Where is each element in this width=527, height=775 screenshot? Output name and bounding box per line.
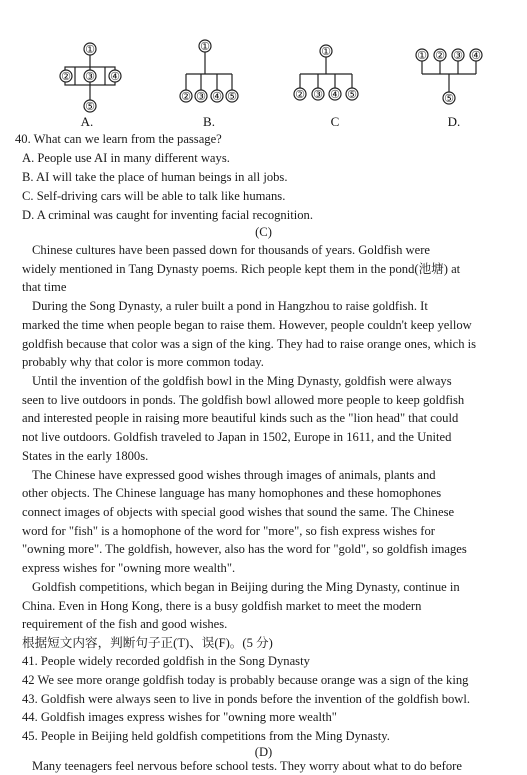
diagram-a-nodes bbox=[61, 44, 120, 113]
node-2: ② bbox=[435, 50, 445, 62]
passage-line: that time bbox=[22, 280, 67, 294]
passage-line: Until the invention of the goldfish bowl in the Ming Dynasty, goldfish were always bbox=[32, 374, 452, 388]
node-5: ⑤ bbox=[444, 93, 454, 105]
passage-line: States in the early 1800s. bbox=[22, 449, 149, 463]
question-40-option-d: D. A criminal was caught for inventing facial recognition. bbox=[22, 208, 313, 222]
passage-line: China. Even in Hong Kong, there is a busy goldfish market to meet the modern bbox=[22, 599, 422, 613]
passage-line: Chinese cultures have been passed down for thousands of years. Goldfish were bbox=[32, 243, 430, 257]
passage-line: requirement of the fish and good wishes. bbox=[22, 617, 228, 631]
node-1: ① bbox=[321, 46, 331, 58]
tree-diagrams-figure bbox=[0, 36, 527, 128]
passage-line: other objects. The Chinese language has many homophones and these homophones bbox=[22, 486, 442, 500]
passage-line: "owning more". The goldfish, however, also has the word for "gold", so goldfish images bbox=[22, 542, 467, 556]
true-false-instruction: 根据短文内容，判断句子正(T)、误(F)。(5 分) bbox=[22, 636, 273, 650]
node-3: ③ bbox=[196, 91, 206, 103]
statement-43: 43. Goldfish were always seen to live in ponds before the invention of the goldfish bowl. bbox=[22, 692, 471, 706]
node-2: ② bbox=[61, 71, 71, 83]
node-1: ① bbox=[85, 44, 95, 56]
node-5: ⑤ bbox=[347, 89, 357, 101]
passage-line: widely mentioned in Tang Dynasty poems. Rich people kept them in the pond(池塘) at bbox=[22, 262, 461, 276]
passage-line: seen to live outdoors in ponds. The goldfish bowl allowed more people to keep goldfish bbox=[22, 393, 465, 407]
node-1: ① bbox=[200, 41, 210, 53]
passage-line: goldfish because that color was a sign of the king. They had to raise orange ones, which is bbox=[22, 337, 477, 351]
node-4: ④ bbox=[212, 91, 222, 103]
question-40-option-b: B. AI will take the place of human beings in all jobs. bbox=[22, 170, 288, 184]
passage-line: and interested people in raising more beautiful kinds such as the "lion head" that could bbox=[22, 411, 459, 425]
node-5: ⑤ bbox=[227, 91, 237, 103]
passage-line: Goldfish competitions, which began in Beijing during the Ming Dynasty, continue in bbox=[32, 580, 460, 594]
question-40-option-c: C. Self-driving cars will be able to talk like humans. bbox=[22, 189, 286, 203]
node-4: ④ bbox=[471, 50, 481, 62]
passage-line: marked the time when people began to raise them. However, people couldn't keep yellow bbox=[22, 318, 472, 332]
section-c-heading: (C) bbox=[255, 225, 272, 239]
node-5: ⑤ bbox=[85, 101, 95, 113]
passage-line: The Chinese have expressed good wishes through images of animals, plants and bbox=[32, 468, 436, 482]
node-4: ④ bbox=[330, 89, 340, 101]
label-a: A. bbox=[80, 114, 94, 128]
question-40-option-a: A. People use AI in many different ways. bbox=[22, 151, 230, 165]
node-3: ③ bbox=[313, 89, 323, 101]
passage-line: probably why that color is more common today. bbox=[22, 355, 264, 369]
node-3: ③ bbox=[85, 71, 95, 83]
label-c: C bbox=[330, 114, 340, 128]
passage-line: Many teenagers feel nervous before school tests. They worry about what to do before bbox=[32, 759, 462, 773]
passage-line: During the Song Dynasty, a ruler built a pond in Hangzhou to raise goldfish. It bbox=[32, 299, 428, 313]
diagram-option-labels bbox=[81, 114, 461, 128]
passage-line: not live outdoors. Goldfish traveled to Japan in 1502, Europe in 1611, and the United bbox=[22, 430, 452, 444]
diagram-b-nodes bbox=[181, 41, 237, 103]
passage-line: word for "fish" is a homophone of the word for "more", so fish express wishes for bbox=[22, 524, 435, 538]
passage-line: express wishes for "owning more wealth". bbox=[22, 561, 236, 575]
label-d: D. bbox=[447, 114, 461, 128]
passage-line: connect images of objects with special good wishes that sound the same. The Chinese bbox=[22, 505, 455, 519]
node-3: ③ bbox=[453, 50, 463, 62]
node-1: ① bbox=[417, 50, 427, 62]
label-b: B. bbox=[203, 114, 215, 128]
node-4: ④ bbox=[110, 71, 120, 83]
question-40-stem: 40. What can we learn from the passage? bbox=[15, 132, 222, 146]
statement-45: 45. People in Beijing held goldfish competitions from the Ming Dynasty. bbox=[22, 729, 390, 743]
statement-41: 41. People widely recorded goldfish in the Song Dynasty bbox=[22, 654, 310, 668]
statement-44: 44. Goldfish images express wishes for "owning more wealth" bbox=[22, 710, 337, 724]
section-d-heading: (D) bbox=[254, 745, 273, 759]
node-2: ② bbox=[295, 89, 305, 101]
node-2: ② bbox=[181, 91, 191, 103]
statement-42: 42 We see more orange goldfish today is probably because orange was a sign of the king bbox=[22, 673, 469, 687]
